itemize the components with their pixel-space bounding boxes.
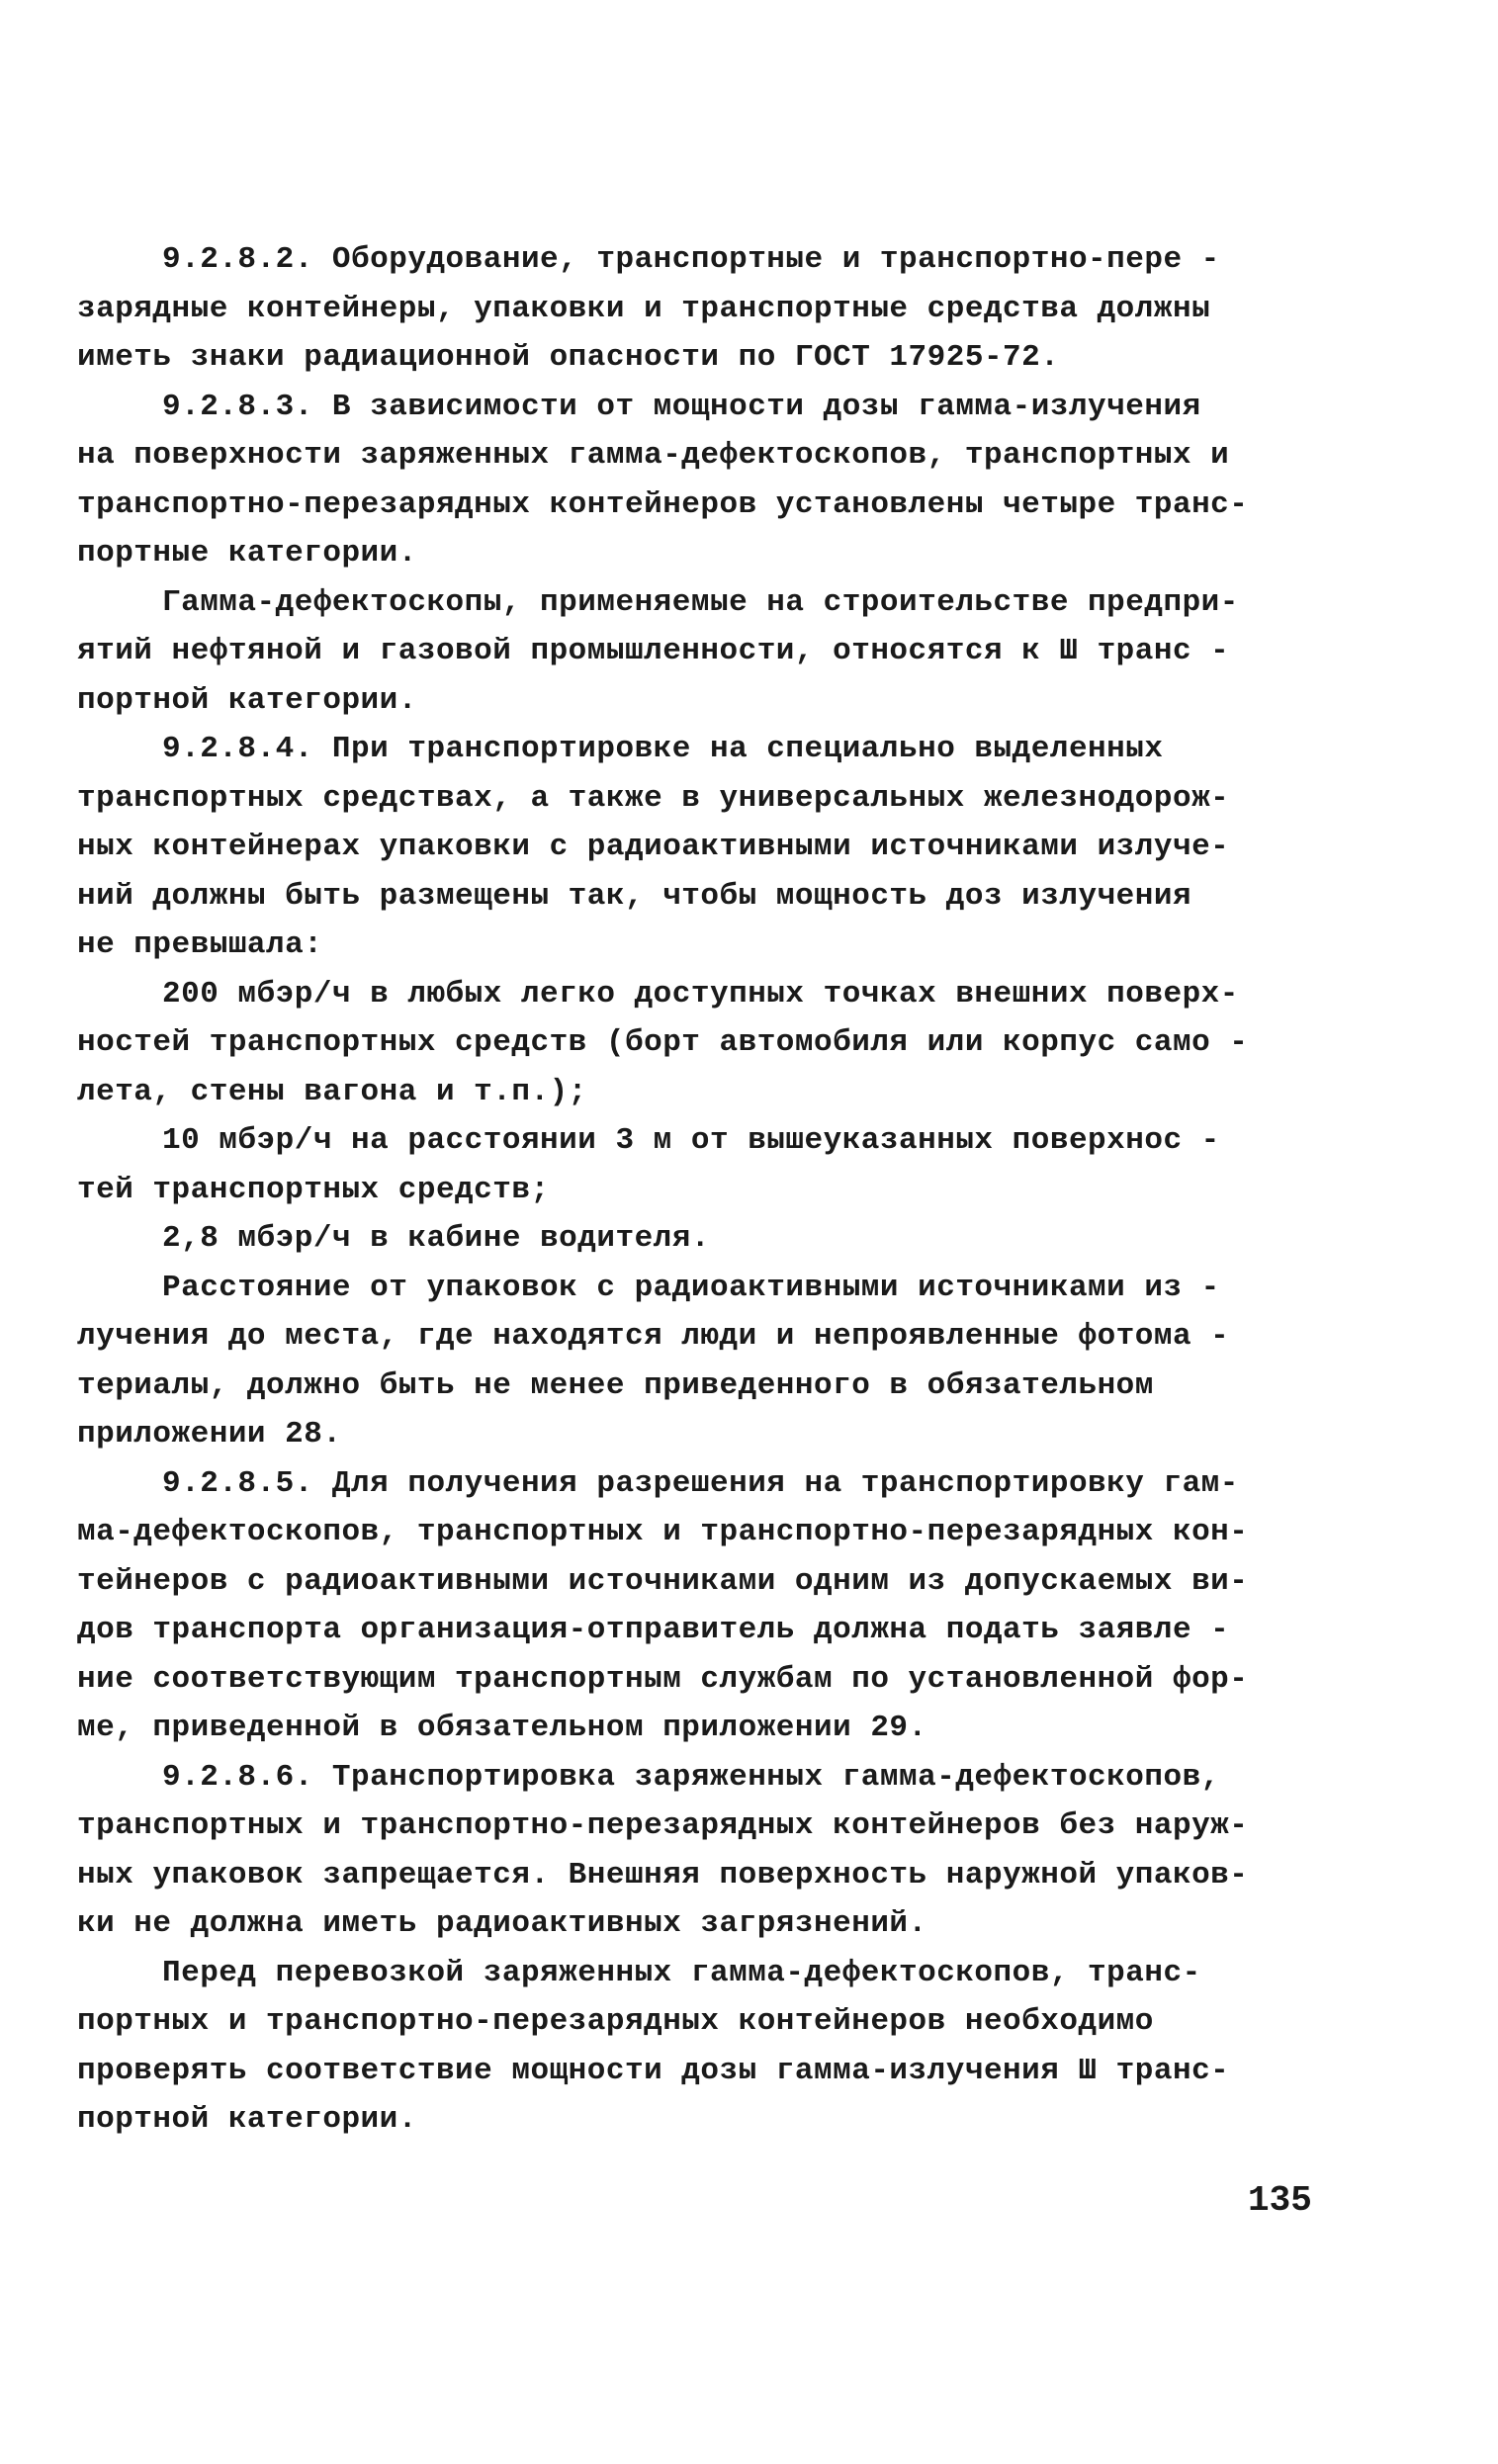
- text-line: не превышала:: [77, 927, 323, 962]
- text-line: тейнеров с радиоактивными источниками одним из допускаемых ви-: [77, 1563, 1249, 1599]
- text-line: портные категории.: [77, 536, 417, 571]
- text-line: портной категории.: [77, 2102, 417, 2137]
- text-line: 10 мбэр/ч на расстоянии 3 м от вышеуказанных поверхнос -: [162, 1123, 1220, 1158]
- text-line: на поверхности заряженных гамма-дефектоскопов, транспортных и: [77, 438, 1230, 473]
- text-line: 9.2.8.3. В зависимости от мощности дозы гамма-излучения: [162, 389, 1201, 424]
- text-line: 2,8 мбэр/ч в кабине водителя.: [162, 1221, 710, 1256]
- text-line: приложении 28.: [77, 1417, 342, 1452]
- text-line: транспортных средствах, а также в универсальных железнодорож-: [77, 780, 1230, 816]
- text-line: транспортных и транспортно-перезарядных контейнеров без наруж-: [77, 1808, 1249, 1843]
- text-line: ностей транспортных средств (борт автомобиля или корпус само -: [77, 1025, 1249, 1060]
- text-line: ме, приведенной в обязательном приложении 29.: [77, 1711, 927, 1745]
- text-line: ний должны быть размещены так, чтобы мощность доз излучения: [77, 878, 1192, 914]
- text-line: транспортно-перезарядных контейнеров установлены четыре транс-: [77, 486, 1249, 522]
- text-line: портной категории.: [77, 682, 417, 718]
- text-line: ки не должна иметь радиоактивных загрязнений.: [77, 1906, 927, 1941]
- text-line: ных контейнерах упаковки с радиоактивными источниками излуче-: [77, 830, 1230, 864]
- text-line: 200 мбэр/ч в любых легко доступных точках внешних поверх-: [162, 976, 1239, 1012]
- text-line: 9.2.8.6. Транспортировка заряженных гамма-дефектоскопов,: [162, 1759, 1220, 1795]
- page-number: 135: [1248, 2180, 1312, 2221]
- text-line: Гамма-дефектоскопы, применяемые на строительстве предпри-: [162, 584, 1239, 620]
- document-page: [77, 235, 1343, 2145]
- text-line: портных и транспортно-перезарядных контейнеров необходимо: [77, 2004, 1154, 2039]
- text-line: иметь знаки радиационной опасности по ГОСТ 17925-72.: [77, 340, 1060, 375]
- text-line: лета, стены вагона и т.п.);: [77, 1074, 587, 1109]
- text-line: ятий нефтяной и газовой промышленности, относятся к Ш транс -: [77, 634, 1230, 668]
- text-line: тей транспортных средств;: [77, 1172, 550, 1207]
- text-line: ных упаковок запрещается. Внешняя поверхность наружной упаков-: [77, 1857, 1249, 1892]
- text-line: Расстояние от упаковок с радиоактивными источниками из -: [162, 1270, 1220, 1305]
- text-line: ние соответствующим транспортным службам по установленной фор-: [77, 1661, 1249, 1697]
- text-line: 9.2.8.4. При транспортировке на специально выделенных: [162, 732, 1164, 766]
- text-line: Перед перевозкой заряженных гамма-дефектоскопов, транс-: [162, 1955, 1201, 1990]
- text-line: 9.2.8.2. Оборудование, транспортные и транспортно-пере -: [162, 242, 1220, 277]
- text-line: лучения до места, где находятся люди и непроявленные фотома -: [77, 1319, 1230, 1354]
- text-line: дов транспорта организация-отправитель должна подать заявле -: [77, 1613, 1230, 1647]
- text-line: зарядные контейнеры, упаковки и транспортные средства должны: [77, 291, 1211, 326]
- text-line: териалы, должно быть не менее приведенного в обязательном: [77, 1367, 1154, 1403]
- text-line: проверять соответствие мощности дозы гамма-излучения Ш транс-: [77, 2053, 1230, 2088]
- text-line: ма-дефектоскопов, транспортных и транспортно-перезарядных кон-: [77, 1515, 1249, 1549]
- text-line: 9.2.8.5. Для получения разрешения на транспортировку гам-: [162, 1465, 1239, 1501]
